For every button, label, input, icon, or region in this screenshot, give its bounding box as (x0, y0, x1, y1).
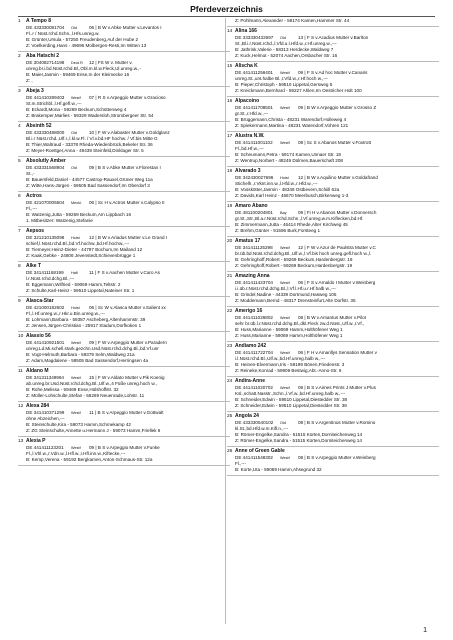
entry-header (18, 438, 230, 445)
owner-line: B: Thier,Waltraud - 33378 Rheda-Wiedenbrück,Bekeler Str. 36 (26, 142, 153, 147)
life-number: DE 341311349994 (26, 375, 64, 380)
horse-description: 10 | F W v.Alabaster Mutter v.Goldglanz (89, 130, 170, 135)
entry-header (227, 63, 439, 70)
entry-number: 21 (227, 274, 233, 279)
horse-entry (18, 333, 230, 367)
owner-line: B: Heinen-Elvermann,Iris - 59199 Bönen,Friedenstr. 3 (235, 362, 345, 367)
horse-name: Alasca-Star (26, 298, 54, 304)
markings-line: Fl.,l.Hf.unreg.w.,r.Hkr.u.Bin.unreg.w.,--- (26, 311, 105, 316)
entry-number: 16 (227, 99, 233, 104)
horse-description: 09 | F S v.Ad hoc Mutter v.Canaris (298, 70, 368, 75)
horse-entry (18, 263, 230, 297)
breeder-line: Z: Reineke,Konrad - 59909 Bestwig,Abt.-Anno-Str. 6 (235, 368, 342, 373)
horse-description: 07 | R S v.Arpeggio Mutter v.Gracioso (89, 95, 166, 100)
horse-name: Abeja 3 (26, 88, 44, 94)
horse-name: Amatus 17 (235, 238, 261, 244)
markings-line: Fl.,--- (235, 461, 246, 466)
entry-header (18, 403, 230, 410)
horse-entry (227, 308, 439, 342)
entry-number: 26 (227, 449, 233, 454)
breeder-line: Z: Voelkerding,Hans - 49696 Molbergen-Resti,Im Witten 13 (26, 43, 147, 48)
entry-number: 23 (227, 344, 233, 349)
markings-line: i.i.üb.r.Nüst.rchd.dchg.Bl.,l.Vf.l.Hf.u.r.Hf.halb w.,--- (235, 286, 336, 291)
breeder-line: Z: Pohlmann,Alexander - 59174 Kamen,Hammer Str. 44 (235, 18, 350, 23)
horse-name: Aba Hatschi 2 (26, 53, 60, 59)
page-number: 1 (423, 627, 427, 634)
markings-line: schief,l.Nüst.rchd.Bl.,bd.Vf.hochw.,bd.Hf.hochw.,--- (26, 241, 130, 246)
horse-name: Andiamo 242 (235, 343, 267, 349)
breeder-line: Z: , (26, 78, 33, 83)
life-number: DE 441411256401 (235, 70, 273, 75)
horse-name: Alischa K (235, 63, 258, 69)
owner-line: B: Scheumann,Petra - 59174 Kamen,Unnaer Str. 18 (235, 152, 341, 157)
life-number: DE 441411548302 (235, 455, 273, 460)
breed: Westf (280, 456, 290, 460)
markings-line: gr.St.,Str.,Bl.a.r.Nüst.rchd.Schn.,l.Vf.unreg.w.m.Kiflecken,bd.Hf. (235, 216, 364, 221)
horse-description: 12 | F W v.Azur de Paulstra Mutter v.C (298, 245, 376, 250)
breed: Meckl. (71, 201, 82, 205)
life-number: DE 441411708501 (235, 105, 273, 110)
life-number: DE 441410921501 (26, 340, 65, 345)
markings-line: ohne Abzeichen,--- (26, 416, 65, 421)
owner-line: B: Huss,Marianne - 59069 Hamm,Holthöfener Weg 1 (235, 327, 343, 332)
owner-line: B: Steinschulte,Kira - 59073 Hamm,Schmekamp 42 (26, 422, 131, 427)
life-number: DE 421070005604 (26, 200, 65, 205)
horse-name: Alvarado 3 (235, 168, 261, 174)
entry-number: 8 (18, 264, 21, 269)
horse-description: 08 | B W v.Amantus Mutter v.Pilot (298, 315, 366, 320)
horse-entry (18, 88, 230, 122)
horse-entry (227, 18, 439, 27)
entry-number: 25 (227, 414, 233, 419)
markings-line: ab.unreg.br.Usd.Nüst.rchd.dchg.Bl.,Ulf.w.,4 Füße unreg.hoch w., (26, 381, 157, 386)
life-number: DE 341411168199 (26, 270, 64, 275)
entry-number: 13 (18, 439, 24, 444)
horse-description: 08 | B S v.Argentinus Mutter v.Romino (298, 420, 376, 425)
entry-header (227, 343, 439, 350)
horse-name: Anne of Green Gable (235, 448, 285, 454)
horse-name: Absinth 52 (26, 123, 52, 129)
entry-number: 20 (227, 239, 233, 244)
horse-description: 12 | B W v.Ariadus Mutter v.Le Grand I (89, 235, 168, 240)
horse-entry (18, 53, 230, 87)
horse-entry (227, 203, 439, 237)
markings-line: St.,- (26, 171, 35, 176)
owner-line: B: Kemp,Verena - 59192 Bergkamen,Anton-Schmaus-Str. 12a (26, 457, 153, 462)
horse-description: 06 | F H v.Amarillys Sensation Mutter v (298, 350, 377, 355)
horse-description: 06 | F S v.Arnaldo I Mutter v.Weinberg (298, 280, 376, 285)
breed: Holst (71, 306, 80, 310)
breed: Westf (280, 141, 290, 145)
breeder-line: Z: Huss,Marianne - 59069 Hamm,Holthöfener Weg 1 (235, 333, 343, 338)
horse-entry (18, 123, 230, 157)
entry-number: 2 (18, 54, 21, 59)
horse-name: Alustra N.W. (235, 133, 265, 139)
entry-number: 24 (227, 379, 233, 384)
life-number: DE 441411020702 (235, 385, 273, 390)
breed: Westf (71, 96, 81, 100)
entry-header (227, 133, 439, 140)
owner-line: B: Grünter,Ursula - 57250 Freudenberg,Auf der Hube 2 (26, 37, 139, 42)
owner-line: B: Zimmermann,Jutta - 46414 Rhede,Alter Kirchweg 45 (235, 222, 348, 227)
entry-number: 17 (227, 134, 233, 139)
horse-name: Amazing Anna (235, 273, 270, 279)
breed: Westf (280, 386, 290, 390)
horse-entry (227, 168, 439, 202)
right-column (227, 18, 439, 477)
entry-number: 5 (18, 159, 21, 164)
breed: Old (280, 36, 286, 40)
breed: Westf (71, 376, 81, 380)
life-number: DE 441411001102 (235, 140, 273, 145)
breed: Westf (71, 341, 81, 345)
horse-entry (227, 378, 439, 412)
horse-name: Absolutly Amber (26, 158, 66, 164)
owner-line: B: Eckardt,Mona - 59269 Beckum,Schüttenweg 4 (26, 107, 127, 112)
owner-line: B: Tiemeyer,Heinz-Dieter - 44797 Bochum,Im Mailand 12 (26, 247, 143, 252)
markings-line: Fl.,bd.Hf.w.,--- (235, 146, 264, 151)
horse-description: 06 | Sc W v.Alasca Mutter v.Salient xx (89, 305, 166, 310)
breed: Westf (280, 351, 290, 355)
entry-header (18, 158, 230, 165)
entry-header (227, 168, 439, 175)
entry-number: 10 (18, 334, 24, 339)
life-number: DE 433330488000 (26, 130, 65, 135)
markings-line: unreg.St.,unt.halbe Bl.,r.Vfd.w.,r.Hf.hoch w.,--- (235, 76, 328, 81)
entry-header (227, 448, 439, 455)
entry-header (18, 53, 230, 60)
life-number: DE 441411123201 (26, 445, 64, 450)
life-number: DE 304082714198 (26, 60, 65, 65)
horse-description: 15 | F W v.Aldato Mutter v.Pik Koenig (89, 375, 165, 380)
horse-name: Amaro Abano (235, 203, 268, 209)
breeder-line: Z: Witte,Hans-Jürgen - 59505 Bad Sassendorf,Im Oberdorf 3 (26, 183, 150, 188)
markings-line: Fl.,--- (26, 206, 37, 211)
owner-line: B: Grindel,Nadine - 44339 Dortmund,Hasweg 105 (235, 292, 337, 297)
breeder-line: Z: Adam,Magdalene - 59505 Bad Sassendorf,Herringsen 4a (26, 358, 149, 363)
entry-header (18, 18, 230, 25)
breed: Westf (71, 411, 81, 415)
entry-number: 18 (227, 169, 233, 174)
life-number: DE 433331568904 (26, 165, 65, 170)
horse-description: 11 | F S v.Aachen Mutter v.Caro As (89, 270, 160, 275)
horse-name: Amerigo 16 (235, 308, 263, 314)
horse-name: A Tempo 8 (26, 18, 52, 24)
horse-entry (18, 368, 230, 402)
life-number: DE 433330081704 (26, 25, 65, 30)
horse-description: 06 | B W v.Abke Mutter v.Levantos I (89, 25, 162, 30)
title-rule (18, 16, 435, 17)
life-number: DE 341411125298 (235, 245, 273, 250)
life-number: DE 342430027696 (235, 175, 274, 180)
horse-description: 09 | Fi H v.Abanos Mutter v.Donnersch (298, 210, 377, 215)
entry-number: 22 (227, 309, 233, 314)
markings-line: Fl..r / Nüst.rchd.Schn.,l.Hfs.unreg.w. (26, 31, 100, 36)
entry-header (18, 298, 230, 305)
owner-line: B: Maier,Jasmin - 59469 Ense,In der Kleimecke 16 (26, 72, 130, 77)
markings-line: St.m.Strichbl.,l.Hf.gefl.w.,--- (26, 101, 82, 106)
markings-line: gr.St.,r.Hfd.w.,--- (235, 111, 269, 116)
breeder-line: Z: Kreickmann,Bernhard - 59227 Ahlen,Im Oestricher Holt 100 (235, 88, 362, 93)
breed: Westf (280, 246, 290, 250)
horse-description: 13 | F S v.Acadius Mutter v.Barlton (298, 35, 369, 40)
life-number: DE 333330432697 (235, 35, 274, 40)
owner-line: B: Römer-Engelke,Sandra - 51515 Kürten,Dorniteichenweg 14 (235, 432, 363, 437)
breeder-line: Z: ZG Steinschulte,Annette u.Hermann J - 59073 Hamm,Friellek 6 (26, 428, 161, 433)
life-number: DE 321210135098 (26, 235, 65, 240)
breeder-line: Z: Brakemper,Marlies - 59329 Wadersloh,Strombergeer Str. 54 (26, 113, 154, 118)
horse-name: Actros (26, 193, 42, 199)
breeder-line: Z: Müller-Lohschulte,Stefan - 56269 Neuenrade,Lohstr. 11 (26, 393, 145, 398)
owner-line: B: Jathrisk,Valerie - 58313 Herdecke,Waldweg 7 (235, 47, 334, 52)
breeder-line: Z: Brehm,Günter - 91596 Burk,Forsteeg 1 (235, 228, 321, 233)
entry-number: 4 (18, 124, 21, 129)
breeder-line: Z: Gehringhoff,Robert - 59269 Beckum,Hardenbergstr. 19 (235, 263, 353, 268)
owner-line: B: Watzenig,Jutta - 59269 Beckum,Am Lippbach 16 (26, 212, 132, 217)
entry-number: 6 (18, 194, 21, 199)
entry-header (227, 308, 439, 315)
breed: Holst (71, 236, 80, 240)
horse-description: 08 | Sc S v.Abanos Mutter v.Foxtrott (298, 140, 372, 145)
life-number: DE 433330540102 (235, 420, 274, 425)
horse-description: 08 | B S v.Arpeggio Mutter v.Weinberg (298, 455, 376, 460)
horse-name: Alexia P (26, 438, 46, 444)
markings-line: Stichelh.,r.Vknt.inn.w.,l.Hfd.w.,r.Hfd.w.,--- (235, 181, 318, 186)
markings-line: br.üb.bd.Nüst.rchd.dchg.Bl.,Ulf.w.,l.Vf.bis hoch unreg.gefl.hoch w.,l. (235, 251, 372, 256)
horse-entry (18, 438, 230, 466)
breeder-line: Z: Wentrup,Norbert - 48249 Dülmen,Bauerschaft 208 (235, 158, 343, 163)
breeder-line: Z: Jensen,Jürgen-Christian - 25917 Stadum,Dorfkoken 1 (26, 323, 142, 328)
horse-name: Andira-Anne (235, 378, 265, 384)
horse-entry (18, 298, 230, 332)
entry-header (227, 203, 439, 210)
entry-header (18, 193, 230, 200)
breeder-line: Z: Schulte,Karl-Heinz - 59510 Lippetal,Nateiner Str. 1 (26, 288, 135, 293)
breed: Old (71, 131, 77, 135)
markings-line: i.l.Nüst.rchd.Bl.,Ulf.w.,bd.Hf.unreg.halb w.,--- (235, 356, 326, 361)
horse-entry (227, 343, 439, 377)
breeder-line: Z: Moddemann,Bernd - 48317 Drensteinfurt,Alte Dorfstr. 35 (235, 298, 356, 303)
breed: Westf (280, 316, 290, 320)
horse-entry (227, 63, 439, 97)
horse-name: Angola 24 (235, 413, 259, 419)
life-number: DE 341410371299 (26, 410, 65, 415)
owner-line: B: Pieper,Christoph - 59510 Lippetal,Gersweg 5 (235, 82, 333, 87)
entry-header (227, 413, 439, 420)
entry-header (227, 238, 439, 245)
breed: Bay (280, 211, 287, 215)
breed: Westf (280, 71, 290, 75)
breed: Westf (280, 106, 290, 110)
owner-line: B: Vosskötter,Jasmin - 48346 Ostbevern,Schiill 62a (235, 187, 340, 192)
horse-entry (18, 403, 230, 437)
markings-line: Ksl.,schatt.Nasstr.,Schn.,l.Vf.w.,bd.Hf.unreg.halb w.,--- (235, 391, 346, 396)
entry-header (18, 123, 230, 130)
entry-header (227, 28, 439, 35)
entry-header (18, 228, 230, 235)
markings-line: Bl.i.r Nüst.rchd.,Ulf.r.,l.kl.w.Fl. / Vl.v.bd.HF hochw. / Vf.bis Mitte G (26, 136, 158, 141)
horse-entry (227, 273, 439, 307)
owner-line: B: Bauersfeld,Daniel - 44577 Castrop-Rauxel,Grüner Weg 11a (26, 177, 153, 182)
owner-line: B: Brüggemann,Christa - 48231 Warendorf,Holleweg 4 (235, 117, 347, 122)
horse-description: 12 | B W v.Aquilino Mutter v.Goldafrand (298, 175, 378, 180)
entry-number: 11 (18, 369, 23, 374)
horse-entry (227, 413, 439, 447)
breed: Hafl (71, 271, 78, 275)
breeder-line: Z: Schneider,Edwin - 59510 Lippetal,Diestedder Str. 38 (235, 403, 347, 408)
breeder-line: Z: Davids,Karl Heinz - 46670 Meerbusch,Birkenweg 1-3 (235, 193, 349, 198)
horse-name: Alassio 56 (26, 333, 51, 339)
breed: Westf (280, 281, 290, 285)
breed: Deut.R (71, 61, 83, 65)
life-number: DE 441410289403 (26, 95, 65, 100)
breed: Old (71, 166, 77, 170)
horse-description: 09 | B S v.Arpeggio Mutter v.Funke (89, 445, 160, 450)
horse-name: Aepsos (26, 228, 45, 234)
markings-line: Fl.,l.Vhl.w.,r.Vdn.w.,l.Hfl.w.,r.Hfl.inn.w.,Kiftecke,--- (26, 451, 126, 456)
owner-line: B: Korte,Uta - 59069 Hamm,Ahsegrund 32 (235, 467, 322, 472)
horse-name: Alexa 284 (26, 403, 50, 409)
horse-name: Alina 166 (235, 28, 257, 34)
owner-line: B: Lohmann,Barbara - 59387 Ascheberg,Altenhammstr. 39 (26, 317, 146, 322)
entry-number: 3 (18, 89, 21, 94)
horse-entry (227, 28, 439, 62)
markings-line: unreg.br.i.bd.Nüst.rchd.Bl.,Obl.m.kl.w.Fleck,Ul.unreg.w.,- (26, 66, 141, 71)
breed: Holst (280, 176, 289, 180)
life-number: DE 441411026802 (235, 315, 273, 320)
horse-entry (18, 18, 230, 52)
entry-number: 1 (18, 19, 21, 24)
markings-line: unreg.Ld.Mi.schell.stark.gezchn.Usd.Nüst.rchd.dchg.Bl.,bd.Vf.unr (26, 346, 159, 351)
breeder-line: Z: Kuck,Helmut - 52074 Aachen,Orsbacher Str. 16 (235, 53, 338, 58)
entry-header (227, 98, 439, 105)
markings-line: l.r.Nüst.rchd.dchg.Bl.,--- (26, 276, 75, 281)
markings-line: kl.St.,bd.Hfd.w.m.Kifl.n.,--- (235, 426, 289, 431)
horse-description: 06 | Sc H v.Actros Mutter v.Calypso II (89, 200, 165, 205)
entry-header (227, 273, 439, 280)
horse-name: Alpacoino (235, 98, 260, 104)
entry-number: 7 (18, 229, 21, 234)
entry-header (227, 378, 439, 385)
horse-description: 08 | B S v.Aimes Prints J Mutter v.Plus (298, 385, 376, 390)
owner-line: B: Rohe,Melissa - 59469 Ense,Hülshoffstr. 32 (26, 387, 119, 392)
horse-entry (18, 193, 230, 227)
life-number: DE 481100204801 (235, 210, 273, 215)
entry-number: 15 (227, 64, 233, 69)
breeder-line: Z: Spiekermann,Martina - 48231 Warendorf,Vohren 121 (235, 123, 349, 128)
markings-line: sehr br.üb.l.r.Nüst.rchd.dchg.Bl.,dkl.Fleck zw.d.Nüst.,Ulf.w.,r.Vf., (235, 321, 365, 326)
horse-entry (227, 133, 439, 167)
horse-entry (18, 228, 230, 262)
breeder-line: 1. Mitbesitzer: Watzenig,Stefanie (26, 218, 93, 223)
left-column (18, 18, 230, 467)
horse-entry (227, 98, 439, 132)
owner-line: B: Schneider,Edwin - 59510 Lippetal,Diestedder Str. 38 (235, 397, 348, 402)
horse-description: 09 | B W v.Arpeggio Mutter v.Grosso Z (298, 105, 377, 110)
life-number: DE 421000182602 (26, 305, 65, 310)
entry-header (18, 263, 230, 270)
entry-header (18, 368, 230, 375)
breed: Old (280, 421, 286, 425)
markings-line: St.,Bl.i.r.Nüst.rchd.,l.Vfd.u.l.Hfd.w.,r.Hf.unreg.w.,--- (235, 41, 337, 46)
life-number: DE 441411722704 (235, 350, 273, 355)
horse-entry (18, 158, 230, 192)
owner-line: B: Vogt-Helmuth,Barbara - 59379 Selm,Waldweg 21a (26, 352, 135, 357)
horse-entry (227, 448, 439, 476)
horse-description: 11 | B S v.Arpeggio Mutter v.Gottwalt (89, 410, 164, 415)
entry-number: 9 (18, 299, 21, 304)
horse-name: Aldano M (26, 368, 49, 374)
life-number: DE 441411423704 (235, 280, 273, 285)
entry-number: 19 (227, 204, 233, 209)
breeder-line: Z: Römer-Engelke,Sandra - 51515 Kürten,Dorniteichenweg 14 (235, 438, 362, 443)
entry-header (18, 88, 230, 95)
horse-description: 09 | F W v.Arpeggio Mutter v.Paradern (89, 340, 167, 345)
horse-name: Alke T (26, 263, 42, 269)
page-title: Pferdeverzeichnis (190, 4, 263, 14)
breeder-line: Z: Meyer-Roettger,Anna - 49439 Steinfeld,Dinklager Str. 5 (26, 148, 144, 153)
entry-header (18, 333, 230, 340)
entry-number: 12 (18, 404, 24, 409)
owner-line: B: Gehringhoff,Robert - 59269 Beckum,Hardenbergstr. 19 (235, 257, 353, 262)
horse-description: 12 | FS W v. Mutter v. (89, 60, 133, 65)
breeder-line: Z: Kaak,Gebke - 24806 Jevenstedt,Schievenbrügge 1 (26, 253, 136, 258)
horse-description: 09 | B S v.Abke Mutter v.Florestan I (89, 165, 161, 170)
horse-entry (227, 238, 439, 272)
breed: Old (71, 26, 77, 30)
entry-number: 14 (227, 29, 233, 34)
breed: Westf (71, 446, 81, 450)
owner-line: B: Eggemann,Wilfried - 59069 Hamm,Teltstr. 2 (26, 282, 121, 287)
